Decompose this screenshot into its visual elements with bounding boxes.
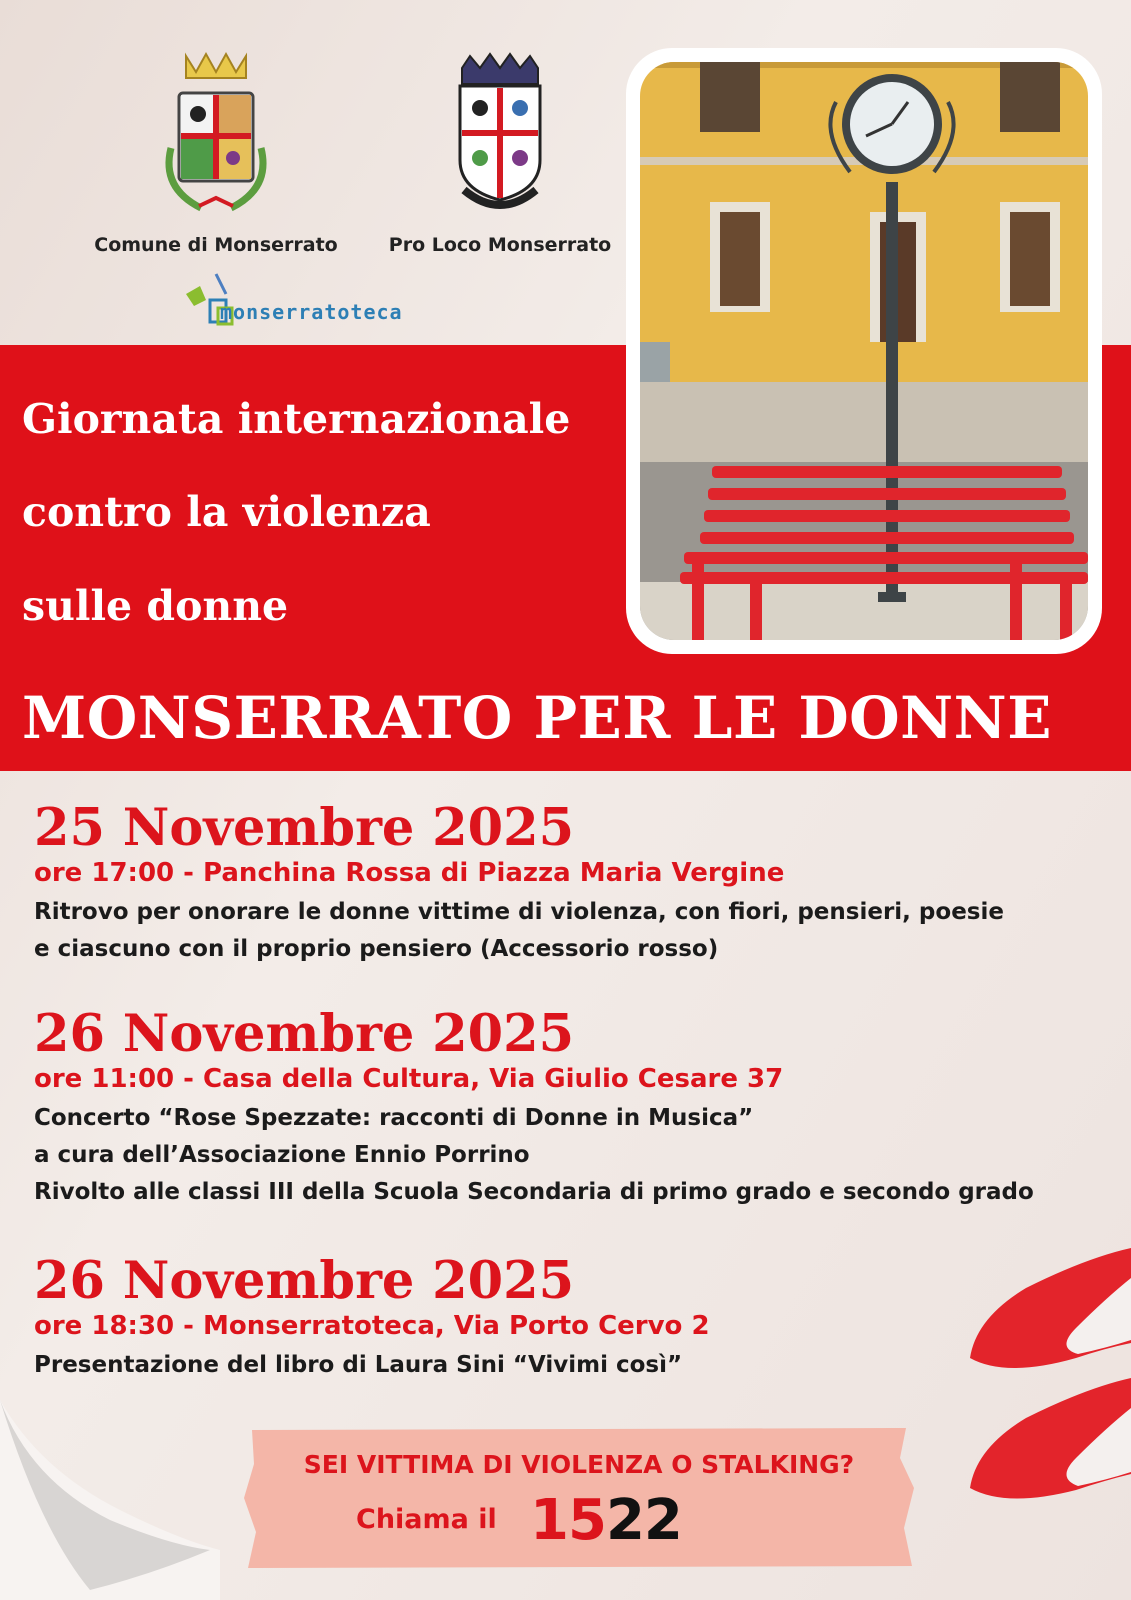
event-description-line: a cura dell’Associazione Ennio Porrino xyxy=(34,1141,530,1168)
event-description xyxy=(34,1347,710,1384)
helpline-number-part2: 22 xyxy=(605,1488,682,1553)
proloco-crest-icon xyxy=(450,50,550,220)
red-bench-clock-photo xyxy=(640,62,1088,640)
main-title: MONSERRATO PER LE DONNE xyxy=(22,684,1052,752)
comune-crest-icon xyxy=(151,48,281,220)
event-description-line: Ritrovo per onorare le donne vittime di violenza, con fiori, pensieri, poesie xyxy=(34,898,1004,925)
intro-line-3: sulle donne xyxy=(22,582,289,630)
event-description-line: Presentazione del libro di Laura Sini “Vivimi così” xyxy=(34,1351,683,1378)
proloco-logo-block xyxy=(380,50,620,256)
helpline-question: SEI VITTIMA DI VIOLENZA O STALKING? xyxy=(303,1450,855,1479)
helpline-call-label: Chiama il xyxy=(356,1504,497,1535)
proloco-label: Pro Loco Monserrato xyxy=(388,234,612,256)
event-time-place: ore 17:00 - Panchina Rossa di Piazza Maria Vergine xyxy=(34,857,785,888)
event-description-line: Rivolto alle classi III della Scuola Secondaria di primo grado e secondo grado xyxy=(34,1178,1034,1205)
red-shoes-icon xyxy=(966,1228,1131,1518)
event-description-line: e ciascuno con il proprio pensiero (Accessorio rosso) xyxy=(34,935,719,962)
helpline-number xyxy=(530,1488,682,1553)
event-card xyxy=(34,798,1004,968)
comune-logo-block xyxy=(86,48,346,256)
event-time-place: ore 18:30 - Monserratoteca, Via Porto Cervo 2 xyxy=(34,1310,710,1341)
photo-frame xyxy=(626,48,1102,654)
event-date: 26 Novembre 2025 xyxy=(34,1251,575,1311)
helpline-number-part1: 15 xyxy=(530,1488,606,1553)
helpline-box xyxy=(244,1428,914,1568)
page-curl-icon xyxy=(0,1400,220,1600)
intro-line-2: contro la violenza xyxy=(22,488,431,536)
monserratoteca-wordmark: monserratoteca xyxy=(220,300,403,324)
monserratoteca-logo xyxy=(182,272,482,334)
event-card xyxy=(34,1004,1034,1211)
intro-line-1: Giornata internazionale xyxy=(22,395,571,443)
event-description xyxy=(34,894,1004,968)
event-date: 25 Novembre 2025 xyxy=(34,798,575,858)
event-date: 26 Novembre 2025 xyxy=(34,1004,575,1064)
event-description xyxy=(34,1100,1034,1211)
event-card xyxy=(34,1251,710,1384)
comune-label: Comune di Monserrato xyxy=(94,234,338,256)
event-time-place: ore 11:00 - Casa della Cultura, Via Giulio Cesare 37 xyxy=(34,1063,784,1094)
event-description-line: Concerto “Rose Spezzate: racconti di Donne in Musica” xyxy=(34,1104,754,1131)
